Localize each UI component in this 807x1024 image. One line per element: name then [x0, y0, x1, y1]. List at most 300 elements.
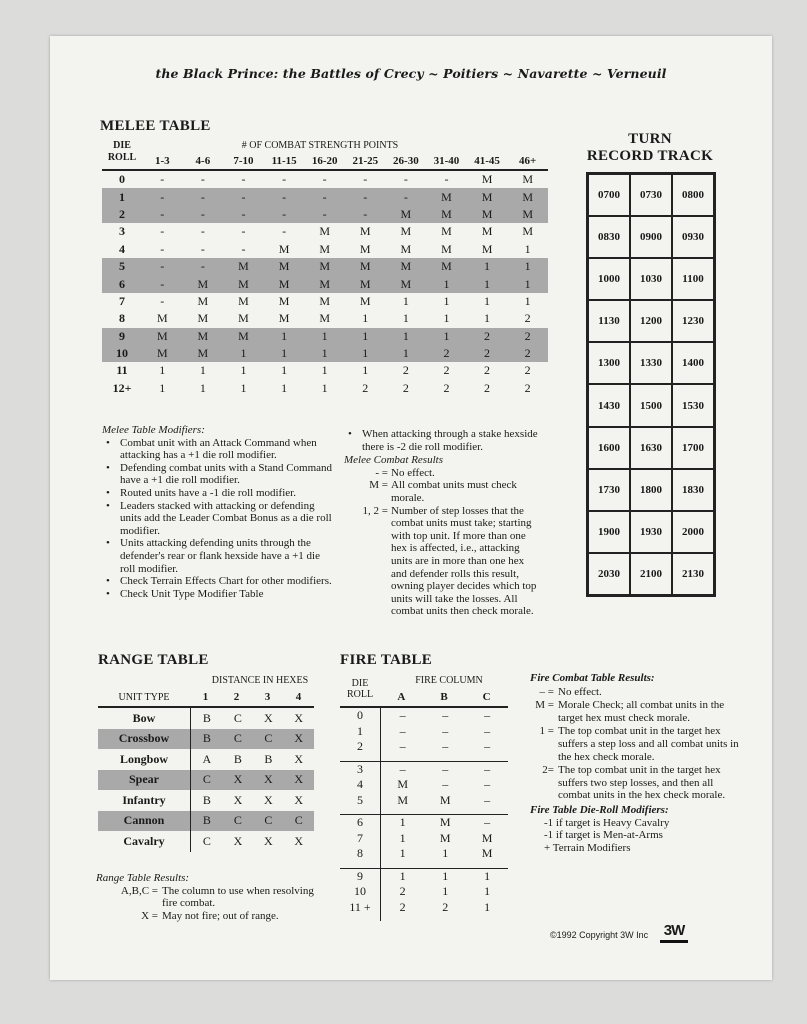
fire-result-cell: – — [424, 761, 466, 777]
melee-result-text: No effect. — [391, 466, 435, 479]
melee-column-header: 41-45 — [474, 155, 500, 167]
range-column-header: 1 — [202, 691, 209, 703]
melee-result-cell: - — [142, 258, 183, 275]
fire-result-cell: – — [399, 739, 406, 754]
melee-result-cell: - — [200, 241, 205, 256]
fire-row — [340, 777, 508, 793]
melee-result-cell: 1 — [281, 363, 288, 378]
range-result-cell: B — [264, 751, 273, 766]
turn-box: 2130 — [672, 553, 714, 595]
range-result-cell: X — [284, 729, 314, 750]
fire-gap-cell — [340, 915, 381, 921]
melee-result-cell: 2 — [467, 345, 508, 362]
melee-die-roll: 2 — [102, 206, 142, 223]
melee-result-cell: - — [160, 241, 165, 256]
fire-result-cell: 1 — [442, 846, 449, 861]
melee-result-cell: 1 — [507, 258, 548, 275]
melee-result-key: M = — [369, 479, 388, 492]
fire-results-title: Fire Combat Table Results: — [530, 672, 655, 684]
turn-box: 0900 — [630, 216, 672, 258]
fire-result-key: M = — [535, 699, 554, 712]
range-row — [98, 749, 314, 770]
fire-row — [340, 761, 508, 777]
melee-result-cell: 2 — [443, 363, 450, 378]
range-result-text: The column to use when resolving fire combat. — [162, 884, 314, 910]
melee-result-cell: M — [238, 293, 249, 308]
fire-result-cell: – — [442, 723, 449, 738]
melee-table-heading: MELEE TABLE — [100, 118, 211, 134]
melee-result-cell: M — [319, 293, 330, 308]
melee-result-cell: 1 — [426, 275, 467, 292]
fire-row — [340, 707, 508, 724]
turn-box: 1300 — [588, 342, 630, 384]
fire-result-cell: M — [481, 846, 493, 861]
melee-result-cell: 1 — [386, 328, 427, 345]
fire-row — [340, 815, 508, 831]
melee-result-cell: - — [183, 206, 224, 223]
fire-die-roll: 1 — [340, 724, 381, 740]
range-result-cell: C — [202, 833, 211, 848]
game-chart-sheet — [50, 36, 772, 980]
melee-result-cell: - — [345, 170, 386, 188]
melee-result-cell: 1 — [345, 345, 386, 362]
melee-result-cell: 1 — [321, 363, 328, 378]
melee-die-roll: 5 — [102, 258, 142, 275]
melee-result-cell: M — [183, 345, 224, 362]
melee-result-cell: M — [345, 275, 386, 292]
fire-result-cell: – — [381, 707, 425, 724]
range-result-key: A,B,C = — [120, 884, 158, 897]
melee-result-cell: M — [507, 170, 548, 188]
melee-result-cell: M — [319, 241, 330, 256]
range-row — [98, 831, 314, 852]
fire-table — [340, 706, 508, 921]
melee-result-cell: - — [282, 224, 287, 239]
fire-result-cell: 1 — [466, 868, 508, 884]
fire-result-text: The top combat unit in the target hex suffers a step loss and all combat units in the hex check morale. — [558, 725, 739, 763]
melee-result-cell: - — [223, 170, 264, 188]
copyright: ©1992 Copyright 3W Inc — [550, 930, 649, 940]
melee-result-cell: 2 — [507, 345, 548, 362]
melee-result-cell: M — [304, 258, 345, 275]
melee-modifier-item: • Leaders stacked with attacking or defending units add the Leader Combat Bonus as a die roll modifier. — [102, 500, 334, 538]
document-title: the Black Prince: the Battles of Crecy ~ Poitiers ~ Navarette ~ Verneuil — [155, 66, 667, 81]
melee-result-cell: M — [197, 293, 209, 308]
range-result-cell: X — [294, 792, 304, 807]
melee-die-roll: 0 — [102, 170, 142, 188]
melee-row — [102, 223, 548, 240]
melee-result-cell: 2 — [524, 311, 531, 326]
range-result-cell: C — [223, 811, 253, 832]
melee-result-cell: - — [183, 188, 224, 205]
turn-box: 1400 — [672, 342, 714, 384]
melee-die-roll: 4 — [119, 241, 125, 256]
turn-box: 1000 — [588, 258, 630, 300]
melee-result-cell: M — [278, 311, 290, 326]
range-result-key: X = — [141, 909, 158, 922]
range-unit-type: Cavalry — [98, 831, 191, 852]
fire-result-text: No effect. — [558, 685, 602, 698]
fire-result-cell: – — [466, 761, 508, 777]
melee-result-cell: 2 — [426, 345, 467, 362]
melee-result-cell: 1 — [402, 311, 409, 326]
melee-result-cell: 1 — [159, 380, 166, 395]
melee-result-text: Number of step losses that the combat units must take; starting with top unit. If more than one hex is affected, i.e., attacking units are in more than one hex and defender rolls this result, owning player decides which top units will take the losses. All combat units then check morale. — [391, 504, 537, 618]
turn-box: 2000 — [672, 511, 714, 553]
fire-modifier-item: -1 if target is Men-at-Arms — [544, 829, 663, 842]
melee-die-roll: 1 — [102, 188, 142, 205]
fire-die-roll: 2 — [340, 739, 381, 755]
melee-row — [102, 380, 548, 397]
range-column-header: 4 — [295, 691, 302, 703]
melee-result-cell: 1 — [426, 328, 467, 345]
melee-result-cell: M — [507, 188, 548, 205]
melee-row — [102, 310, 548, 327]
melee-result-cell: - — [223, 188, 264, 205]
fire-gap-cell — [381, 915, 509, 921]
melee-result-cell: 1 — [264, 328, 305, 345]
range-result-cell: C — [253, 811, 283, 832]
melee-column-header: 1-3 — [154, 155, 170, 167]
melee-result-cell: - — [160, 224, 165, 239]
range-result-cell: X — [284, 707, 314, 729]
melee-result-cell: M — [142, 345, 183, 362]
range-result-cell: X — [233, 792, 243, 807]
melee-result-cell: 1 — [281, 380, 288, 395]
melee-column-header: 4-6 — [195, 155, 211, 167]
turn-box: 1030 — [630, 258, 672, 300]
melee-result-cell: M — [400, 224, 412, 239]
melee-result-cell: 1 — [199, 363, 206, 378]
3w-logo: 3W — [660, 922, 688, 943]
fire-die-roll: 3 — [340, 761, 381, 777]
turn-box: 1430 — [588, 384, 630, 426]
melee-result-cell: M — [197, 311, 209, 326]
range-unit-type-label: UNIT TYPE — [118, 692, 170, 703]
range-result-cell: B — [191, 811, 223, 832]
melee-result-cell: - — [241, 241, 246, 256]
fire-die-roll: 10 — [340, 884, 381, 900]
fire-modifier-item: + Terrain Modifiers — [544, 841, 631, 854]
melee-result-cell: 1 — [443, 293, 450, 308]
fire-column-label: FIRE COLUMN — [415, 675, 483, 686]
melee-result-cell: M — [238, 311, 249, 326]
melee-result-cell: 1 — [240, 380, 247, 395]
turn-box: 0930 — [672, 216, 714, 258]
fire-die-roll: 11 + — [340, 900, 381, 916]
melee-result-cell: M — [467, 188, 508, 205]
fire-die-roll: 8 — [340, 846, 381, 862]
fire-result-cell: M — [397, 777, 408, 792]
range-result-cell: C — [223, 729, 253, 750]
melee-result-cell: M — [386, 275, 427, 292]
fire-result-cell: – — [466, 707, 508, 724]
range-unit-type: Bow — [98, 707, 191, 729]
fire-result-cell: 1 — [381, 815, 425, 831]
turn-box: 1130 — [588, 300, 630, 342]
fire-row — [340, 831, 508, 847]
melee-result-cell: M — [467, 170, 508, 188]
melee-row — [102, 362, 548, 379]
melee-result-cell: 1 — [507, 275, 548, 292]
fire-result-item — [530, 699, 744, 724]
melee-result-cell: 2 — [524, 363, 531, 378]
melee-modifier-item: • Check Terrain Effects Chart for other modifiers. — [102, 575, 334, 588]
melee-result-cell: M — [264, 258, 305, 275]
melee-result-cell: 1 — [467, 275, 508, 292]
range-unit-type: Longbow — [98, 749, 191, 770]
melee-result-cell: - — [223, 206, 264, 223]
melee-die-roll: 9 — [102, 328, 142, 345]
melee-result-cell: 1 — [524, 241, 531, 256]
range-unit-type: Cannon — [98, 811, 191, 832]
fire-result-cell: – — [381, 761, 425, 777]
melee-result-cell: 1 — [159, 363, 166, 378]
fire-result-cell: 2 — [442, 899, 449, 914]
turn-box: 1730 — [588, 469, 630, 511]
melee-modifiers — [102, 424, 334, 600]
melee-result-cell: M — [441, 224, 452, 239]
melee-result-text: All combat units must check morale. — [391, 479, 517, 504]
fire-modifier-item: -1 if target is Heavy Cavalry — [544, 816, 670, 829]
melee-result-cell: - — [345, 206, 386, 223]
melee-result-cell: M — [481, 224, 493, 239]
turn-box: 1930 — [630, 511, 672, 553]
turn-box: 0700 — [588, 174, 630, 216]
turn-record-track — [586, 172, 716, 597]
melee-result-cell: 1 — [484, 293, 491, 308]
range-column-header: 2 — [233, 691, 240, 703]
melee-result-cell: 1 — [223, 345, 264, 362]
fire-result-cell: 1 — [399, 830, 406, 845]
melee-result-cell: 1 — [321, 380, 328, 395]
range-result-cell: X — [263, 833, 273, 848]
fire-result-cell: M — [424, 815, 466, 831]
fire-result-item — [530, 725, 744, 763]
range-unit-type: Crossbow — [98, 729, 191, 750]
melee-column-header: 16-20 — [311, 155, 338, 167]
melee-die-roll-label: DIE ROLL — [107, 140, 137, 163]
melee-result-key: - = — [375, 466, 388, 479]
fire-result-cell: – — [484, 723, 491, 738]
range-distance-label: DISTANCE IN HEXES — [211, 675, 309, 686]
melee-result-cell: - — [264, 206, 305, 223]
melee-result-cell: M — [183, 275, 224, 292]
melee-result-cell: - — [386, 170, 427, 188]
melee-result-item — [344, 479, 540, 504]
melee-result-cell: M — [481, 241, 493, 256]
melee-result-cell: - — [183, 170, 224, 188]
melee-result-cell: 1 — [386, 345, 427, 362]
melee-result-cell: 2 — [443, 380, 450, 395]
melee-result-cell: - — [142, 206, 183, 223]
fire-result-item — [530, 764, 744, 802]
fire-table-heading: FIRE TABLE — [340, 652, 433, 668]
melee-result-item — [344, 467, 540, 480]
melee-row — [102, 328, 548, 345]
range-row — [98, 707, 314, 729]
range-result-cell: X — [233, 833, 243, 848]
melee-result-cell: M — [400, 241, 412, 256]
fire-result-cell: 1 — [442, 884, 449, 899]
melee-results — [344, 428, 540, 618]
turn-box: 1830 — [672, 469, 714, 511]
turn-box: 1330 — [630, 342, 672, 384]
fire-result-cell: – — [484, 777, 491, 792]
melee-result-cell: - — [304, 206, 345, 223]
turn-box: 1500 — [630, 384, 672, 426]
range-result-cell: X — [294, 833, 304, 848]
melee-result-cell: 2 — [467, 328, 508, 345]
fire-die-roll: 5 — [340, 793, 381, 809]
melee-result-cell: M — [386, 206, 427, 223]
melee-result-cell: M — [223, 275, 264, 292]
melee-result-cell: 1 — [304, 328, 345, 345]
melee-column-header: 21-25 — [352, 155, 379, 167]
turn-box: 2100 — [630, 553, 672, 595]
fire-result-text: The top combat unit in the target hex suffers two step losses, and then all combat units in the hex check morale. — [558, 764, 726, 802]
fire-modifiers-title: Fire Table Die-Roll Modifiers: — [530, 803, 669, 816]
range-result-cell: X — [223, 770, 253, 791]
melee-result-cell: - — [183, 258, 224, 275]
melee-result-cell: 1 — [199, 380, 206, 395]
melee-result-cell: M — [278, 241, 290, 256]
fire-die-roll-label: DIE ROLL — [346, 678, 374, 700]
fire-results — [530, 672, 744, 854]
range-column-header: 3 — [264, 691, 271, 703]
fire-row — [340, 900, 508, 916]
turn-box: 0730 — [630, 174, 672, 216]
melee-result-cell: 2 — [484, 380, 491, 395]
melee-result-cell: - — [426, 170, 467, 188]
fire-row — [340, 724, 508, 740]
melee-result-cell: - — [200, 224, 205, 239]
melee-result-cell: M — [278, 293, 290, 308]
melee-result-cell: M — [426, 188, 467, 205]
melee-result-cell: - — [264, 188, 305, 205]
melee-modifier-item: • Routed units have a -1 die roll modifier. — [102, 487, 334, 500]
range-result-cell: X — [253, 770, 283, 791]
fire-column-header: C — [482, 691, 491, 703]
range-result-item — [96, 910, 326, 923]
fire-result-cell: – — [442, 777, 449, 792]
melee-result-cell: 1 — [484, 311, 491, 326]
melee-result-cell: 1 — [362, 363, 369, 378]
melee-result-cell: M — [345, 258, 386, 275]
melee-result-cell: - — [304, 170, 345, 188]
fire-result-key: 1 = — [539, 725, 554, 738]
melee-modifier-item: • Check Unit Type Modifier Table — [102, 588, 334, 601]
fire-result-cell: – — [484, 792, 491, 807]
melee-result-cell: 1 — [264, 345, 305, 362]
melee-result-cell: 1 — [362, 311, 369, 326]
melee-column-header: 11-15 — [271, 155, 297, 167]
fire-result-cell: 2 — [399, 899, 406, 914]
turn-box: 1530 — [672, 384, 714, 426]
fire-result-cell: 1 — [381, 868, 425, 884]
melee-die-roll: 3 — [119, 224, 125, 239]
melee-result-cell: 2 — [402, 363, 409, 378]
fire-row — [340, 846, 508, 862]
melee-table — [102, 169, 548, 397]
turn-box: 0800 — [672, 174, 714, 216]
range-result-cell: C — [223, 707, 253, 729]
range-unit-type: Infantry — [98, 790, 191, 811]
melee-result-cell: - — [345, 188, 386, 205]
melee-result-cell: 2 — [362, 380, 369, 395]
melee-die-roll: 8 — [119, 311, 125, 326]
fire-result-text: Morale Check; all combat units in the target hex must check morale. — [558, 699, 725, 724]
fire-result-cell: – — [442, 739, 449, 754]
range-row — [98, 729, 314, 750]
melee-modifiers-title: Melee Table Modifiers: — [102, 424, 205, 436]
turn-box: 1600 — [588, 427, 630, 469]
range-result-cell: A — [202, 751, 212, 766]
range-result-cell: C — [191, 770, 223, 791]
melee-column-header: 7-10 — [233, 155, 254, 167]
fire-column-header: B — [440, 691, 448, 703]
range-table-heading: RANGE TABLE — [98, 652, 209, 668]
fire-group-gap — [340, 915, 508, 921]
fire-result-cell: – — [466, 815, 508, 831]
fire-result-cell: – — [399, 723, 406, 738]
melee-result-cell: M — [142, 328, 183, 345]
range-result-cell: B — [191, 707, 223, 729]
melee-result-cell: M — [319, 224, 330, 239]
melee-die-roll: 10 — [102, 345, 142, 362]
melee-result-cell: - — [142, 170, 183, 188]
fire-result-cell: 1 — [484, 884, 491, 899]
fire-result-cell: 1 — [484, 899, 491, 914]
melee-result-cell: 2 — [484, 363, 491, 378]
melee-result-cell: 2 — [507, 328, 548, 345]
melee-result-cell: 1 — [304, 345, 345, 362]
melee-csp-label: # OF COMBAT STRENGTH POINTS — [241, 140, 399, 151]
melee-row — [102, 241, 548, 258]
melee-result-cell: - — [304, 188, 345, 205]
melee-die-roll: 7 — [119, 293, 125, 308]
melee-result-cell: M — [507, 206, 548, 223]
melee-modifier-item: • Defending combat units with a Stand Command have a +1 die roll modifier. — [102, 462, 334, 487]
fire-result-cell: – — [424, 707, 466, 724]
melee-result-cell: 1 — [345, 328, 386, 345]
melee-result-cell: - — [142, 275, 183, 292]
melee-row — [102, 293, 548, 310]
melee-result-cell: M — [467, 206, 508, 223]
melee-result-cell: 1 — [402, 293, 409, 308]
melee-result-cell: 1 — [240, 363, 247, 378]
range-row — [98, 811, 314, 832]
fire-die-roll: 7 — [340, 831, 381, 847]
range-result-cell: B — [233, 751, 242, 766]
fire-row — [340, 739, 508, 755]
fire-row — [340, 884, 508, 900]
turn-box: 1800 — [630, 469, 672, 511]
melee-result-cell: M — [183, 328, 224, 345]
melee-row — [102, 258, 548, 275]
range-result-text: May not fire; out of range. — [162, 909, 279, 922]
range-result-cell: X — [253, 707, 283, 729]
melee-result-cell: M — [359, 241, 371, 256]
melee-column-header: 46+ — [519, 155, 537, 167]
range-result-cell: X — [263, 792, 273, 807]
fire-die-roll: 6 — [340, 815, 381, 831]
melee-row — [102, 275, 548, 292]
melee-row — [102, 188, 548, 205]
melee-row — [102, 345, 548, 362]
range-row — [98, 770, 314, 791]
range-results-title: Range Table Results: — [96, 872, 190, 884]
